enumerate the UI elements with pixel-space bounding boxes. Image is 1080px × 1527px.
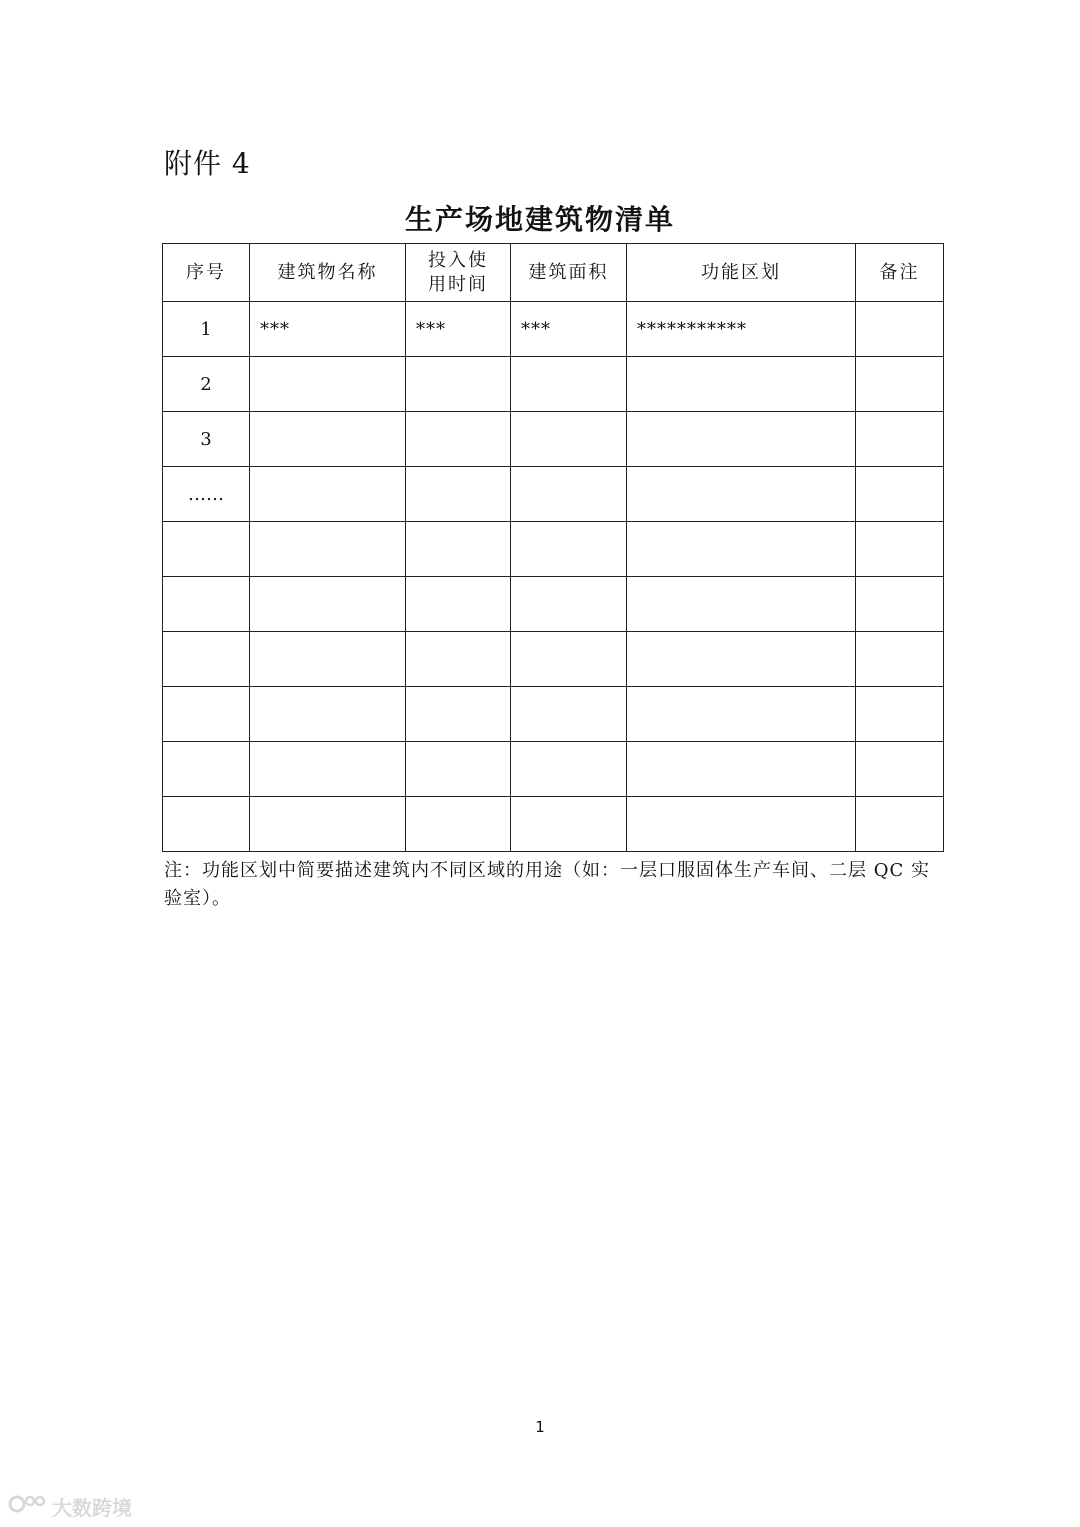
table-row (163, 522, 944, 577)
table-row (163, 687, 944, 742)
table-cell (627, 632, 856, 687)
row-number-cell: 3 (163, 412, 250, 467)
table-row (163, 412, 944, 467)
row-number-cell (163, 632, 250, 687)
table-row (163, 577, 944, 632)
table-cell (627, 742, 856, 797)
row-number-cell (163, 687, 250, 742)
table-cell (511, 797, 627, 852)
row-number-cell: …… (163, 467, 250, 522)
table-cell (511, 687, 627, 742)
table-cell: *** (511, 302, 627, 357)
table-cell (511, 357, 627, 412)
table-cell (406, 742, 511, 797)
table-cell (250, 742, 406, 797)
table-cell (250, 797, 406, 852)
table-cell (627, 797, 856, 852)
header-cell-text: 投入使用时间 (428, 249, 488, 295)
table-cell (406, 632, 511, 687)
row-number-cell: 2 (163, 357, 250, 412)
table-cell (856, 577, 944, 632)
table-row (163, 797, 944, 852)
table-row (163, 742, 944, 797)
table-cell (511, 742, 627, 797)
table-cell: *** (250, 302, 406, 357)
table-cell (856, 797, 944, 852)
attachment-label: 附件 4 (164, 147, 251, 180)
table-cell (856, 467, 944, 522)
watermark (8, 1492, 132, 1521)
table-row (163, 632, 944, 687)
page-number: 1 (535, 1418, 545, 1436)
table-cell (856, 412, 944, 467)
building-list-table (162, 243, 944, 852)
table-cell (856, 302, 944, 357)
row-number-cell (163, 577, 250, 632)
table-cell (250, 522, 406, 577)
table-body (163, 302, 944, 852)
table-cell (250, 412, 406, 467)
table-cell (856, 632, 944, 687)
table-cell (627, 357, 856, 412)
table-cell (406, 412, 511, 467)
brand-logo-icon (8, 1493, 48, 1520)
table-cell (250, 632, 406, 687)
header-cell: 建筑物名称 (250, 244, 406, 302)
table-row (163, 467, 944, 522)
table-cell (406, 522, 511, 577)
table-cell (627, 467, 856, 522)
table-cell (406, 797, 511, 852)
header-cell (406, 244, 511, 302)
header-cell: 序号 (163, 244, 250, 302)
table-cell (627, 522, 856, 577)
row-number-cell (163, 742, 250, 797)
table-cell (250, 357, 406, 412)
table-cell (406, 467, 511, 522)
table-cell (511, 412, 627, 467)
row-number-cell (163, 797, 250, 852)
table-cell (627, 412, 856, 467)
table-cell (511, 522, 627, 577)
document-title: 生产场地建筑物清单 (404, 203, 675, 236)
header-cell: 功能区划 (627, 244, 856, 302)
row-number-cell: 1 (163, 302, 250, 357)
watermark-text: 大数跨境 (52, 1496, 132, 1520)
table-cell (511, 632, 627, 687)
table-cell (406, 577, 511, 632)
table-cell (250, 577, 406, 632)
table-cell (856, 522, 944, 577)
table-note: 注：功能区划中简要描述建筑内不同区域的用途（如：一层口服固体生产车间、二层 QC 实验室）。 (164, 860, 930, 909)
table-row (163, 357, 944, 412)
table-cell (856, 357, 944, 412)
table-cell (511, 467, 627, 522)
table-cell (511, 577, 627, 632)
table-cell (627, 577, 856, 632)
table-row (163, 302, 944, 357)
table-cell (856, 742, 944, 797)
table-cell: *** (406, 302, 511, 357)
table-cell (406, 687, 511, 742)
table-cell (406, 357, 511, 412)
row-number-cell (163, 522, 250, 577)
table-cell (250, 467, 406, 522)
table-cell (856, 687, 944, 742)
header-cell: 建筑面积 (511, 244, 627, 302)
table-cell (627, 687, 856, 742)
table-header-row (163, 244, 944, 302)
header-cell: 备注 (856, 244, 944, 302)
table-cell: *********** (627, 302, 856, 357)
table-cell (250, 687, 406, 742)
